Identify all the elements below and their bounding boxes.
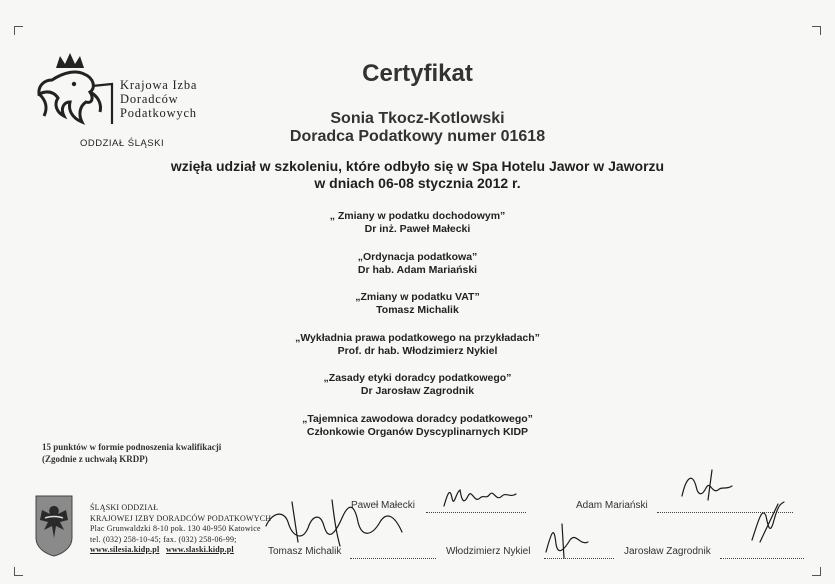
topic-title: „Tajemnica zawodowa doradcy podatkowego”: [302, 412, 533, 425]
footer-organization: [90, 503, 271, 556]
signature-scribble-malecki: [440, 484, 530, 514]
training-intro: [0, 158, 835, 192]
topic-lecturer: Dr inż. Paweł Małecki: [364, 223, 471, 235]
points-line: 15 punktów w formie podnoszenia kwalifikacji: [42, 442, 222, 452]
points-note: [42, 441, 221, 465]
topic-item: [0, 251, 835, 292]
topic-title: „ Zmiany w podatku dochodowym”: [329, 210, 506, 222]
corner-mark-top-right: [812, 26, 821, 35]
certificate-title: Certyfikat: [362, 60, 473, 87]
signature-label-marianski: Adam Mariański: [576, 500, 648, 511]
topic-title: „Zmiany w podatku VAT”: [355, 291, 480, 303]
topic-item: [0, 291, 835, 332]
footer-org-line-1: ŚLĄSKI ODDZIAŁ: [90, 503, 159, 512]
kidp-logo-name: Krajowa Izba Doradców Podatkowych: [120, 78, 198, 120]
signature-scribble-nykiel: [540, 520, 600, 560]
topic-item: [0, 332, 835, 373]
topic-title: „Zasady etyki doradcy podatkowego”: [323, 372, 512, 384]
footer-phone: tel. (032) 258-10-45; fax. (032) 258-06-99;: [90, 534, 237, 544]
branch-label: ODDZIAŁ ŚLĄSKI: [80, 138, 165, 149]
signature-label-nykiel: Włodzimierz Nykiel: [446, 546, 531, 557]
signature-label-malecki: Paweł Małecki: [351, 500, 415, 511]
signature-scribble-marianski: [676, 466, 746, 506]
topics-list: [0, 210, 835, 453]
advisor-number: Doradca Podatkowy numer 01618: [289, 128, 546, 145]
topic-lecturer: Członkowie Organów Dyscyplinarnych KIDP: [306, 425, 529, 438]
holder-name: Sonia Tkocz-Kotlowski: [330, 110, 505, 127]
topic-lecturer: Tomasz Michalik: [376, 304, 459, 316]
website-link-silesia[interactable]: www.silesia.kidp.pl: [90, 545, 160, 554]
signature-scribble-michalik: [262, 492, 412, 552]
footer-address: Plac Grunwaldzki 8-10 pok. 130 40-950 Katowice: [90, 524, 261, 533]
points-resolution: (Zgodnie z uchwałą KRDP): [42, 454, 148, 464]
topic-title: „Wykładnia prawa podatkowego na przykładach”: [295, 331, 540, 344]
training-intro-line-1: wzięła udział w szkoleniu, które odbyło się w Spa Hotelu Jawor w Jaworzu: [170, 158, 665, 174]
training-intro-line-2: w dniach 06-08 stycznia 2012 r.: [314, 175, 521, 191]
corner-mark-top-left: [14, 26, 23, 35]
topic-lecturer: Dr Jarosław Zagrodnik: [360, 385, 475, 397]
signature-label-michalik: Tomasz Michalik: [268, 546, 342, 557]
signature-line-zagrodnik: [720, 558, 804, 559]
topic-lecturer: Dr hab. Adam Mariański: [357, 263, 478, 276]
signature-line-michalik: [350, 558, 436, 559]
footer-org-line-2: KRAJOWEJ IZBY DORADCÓW PODATKOWYCH: [90, 513, 272, 523]
topic-item: [0, 210, 835, 251]
topic-lecturer: Prof. dr hab. Włodzimierz Nykiel: [337, 344, 498, 357]
topic-title: „Ordynacja podatkowa”: [357, 250, 478, 263]
corner-mark-bottom-right: [812, 567, 821, 576]
website-link-slaski[interactable]: www.slaski.kidp.pl: [166, 545, 234, 554]
signature-scribble-zagrodnik: [748, 496, 788, 546]
signature-label-zagrodnik: Jarosław Zagrodnik: [624, 546, 711, 557]
silesian-eagle-icon: [34, 494, 74, 558]
topic-item: [0, 372, 835, 413]
corner-mark-bottom-left: [14, 567, 23, 576]
